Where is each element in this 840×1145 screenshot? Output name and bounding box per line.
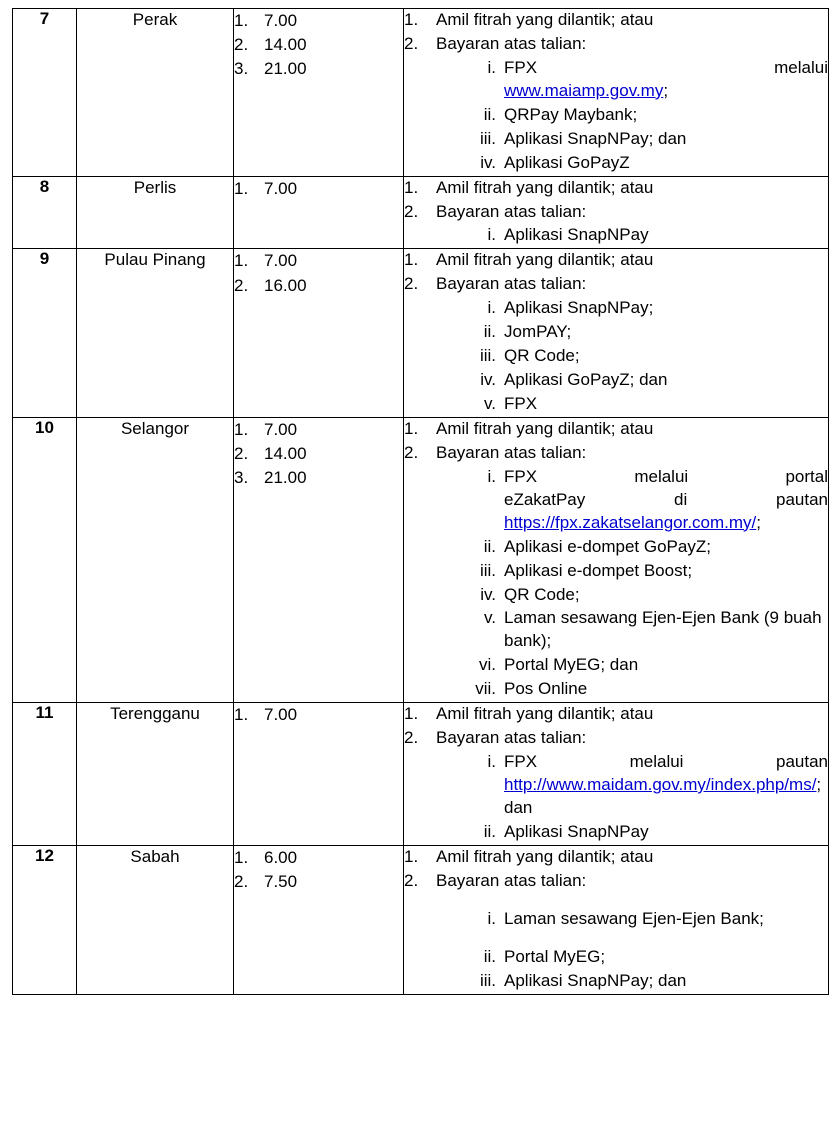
payment-subitem bbox=[464, 297, 828, 320]
payment-item bbox=[404, 442, 828, 701]
list-marker: ii. bbox=[483, 536, 496, 556]
payment-text: FPX bbox=[504, 57, 538, 77]
payment-subitem bbox=[464, 321, 828, 344]
row-state: Selangor bbox=[77, 417, 234, 702]
table-row bbox=[13, 703, 829, 846]
payment-subitem bbox=[464, 393, 828, 416]
row-rates bbox=[234, 176, 404, 249]
row-state: Perak bbox=[77, 9, 234, 177]
list-marker: i. bbox=[487, 466, 496, 486]
payment-item bbox=[404, 703, 828, 726]
rate-marker: 1. bbox=[234, 705, 249, 725]
list-marker: 2. bbox=[404, 201, 419, 221]
payment-subitem bbox=[464, 654, 828, 677]
payment-text: Bayaran atas talian: bbox=[436, 274, 587, 294]
payment-text: Aplikasi SnapNPay; bbox=[504, 298, 654, 318]
payment-subitem bbox=[464, 821, 828, 844]
row-number: 8 bbox=[13, 176, 77, 249]
payment-text: Laman sesawang Ejen-Ejen Bank (9 buah bank); bbox=[504, 608, 822, 651]
row-rates bbox=[234, 9, 404, 177]
payment-text: Bayaran atas talian: bbox=[436, 442, 587, 462]
row-number: 7 bbox=[13, 9, 77, 177]
payment-text: Bayaran atas talian: bbox=[436, 201, 587, 221]
payment-item bbox=[404, 418, 828, 441]
rate-marker: 3. bbox=[234, 59, 249, 79]
list-marker: 1. bbox=[404, 177, 419, 197]
row-payment-methods bbox=[404, 703, 829, 846]
payment-subitem bbox=[464, 908, 828, 931]
rate-item bbox=[234, 846, 403, 870]
list-marker: i. bbox=[487, 57, 496, 77]
payment-text: Amil fitrah yang dilantik; atau bbox=[436, 846, 654, 866]
row-rates bbox=[234, 249, 404, 418]
payment-text: Bayaran atas talian: bbox=[436, 33, 587, 53]
row-payment-methods bbox=[404, 417, 829, 702]
rate-value: 14.00 bbox=[264, 444, 307, 464]
payment-link[interactable]: www.maiamp.gov.my bbox=[504, 80, 664, 100]
payment-item bbox=[404, 33, 828, 175]
rate-item bbox=[234, 33, 403, 57]
payment-text: Aplikasi SnapNPay; dan bbox=[504, 128, 687, 148]
payment-subitem bbox=[464, 57, 828, 103]
rate-marker: 2. bbox=[234, 444, 249, 464]
payment-subitem bbox=[464, 970, 828, 993]
payment-text: Amil fitrah yang dilantik; atau bbox=[436, 177, 654, 197]
list-marker: i. bbox=[487, 752, 496, 772]
list-marker: v. bbox=[484, 394, 496, 413]
payment-subitem bbox=[464, 560, 828, 583]
payment-text: Portal MyEG; bbox=[504, 946, 606, 966]
payment-text: Laman sesawang Ejen-Ejen Bank; bbox=[504, 908, 764, 928]
list-marker: ii. bbox=[483, 104, 496, 124]
payment-subitem bbox=[464, 607, 828, 653]
row-state: Pulau Pinang bbox=[77, 249, 234, 418]
rate-item bbox=[234, 274, 403, 298]
payment-text: FPX bbox=[504, 394, 538, 413]
payment-text: Aplikasi SnapNPay bbox=[504, 821, 649, 841]
list-marker: v. bbox=[484, 608, 496, 628]
payment-text: eZakatPay bbox=[504, 489, 586, 509]
list-marker: i. bbox=[487, 298, 496, 318]
row-number: 10 bbox=[13, 417, 77, 702]
payment-item bbox=[404, 9, 828, 32]
rate-item bbox=[234, 442, 403, 466]
payment-text: QRPay Maybank; bbox=[504, 104, 638, 124]
list-marker: vi. bbox=[479, 655, 496, 675]
row-rates bbox=[234, 417, 404, 702]
payment-item bbox=[404, 846, 828, 869]
rate-value: 7.00 bbox=[264, 705, 298, 725]
rate-item bbox=[234, 249, 403, 273]
list-marker: iii. bbox=[479, 560, 496, 580]
payment-text: Aplikasi GoPayZ bbox=[504, 152, 630, 172]
rate-item bbox=[234, 177, 403, 201]
payment-subitem bbox=[464, 584, 828, 607]
row-state: Sabah bbox=[77, 845, 234, 994]
row-number: 11 bbox=[13, 703, 77, 846]
rate-marker: 1. bbox=[234, 847, 249, 867]
row-number: 12 bbox=[13, 845, 77, 994]
list-marker: vii. bbox=[475, 679, 496, 699]
list-marker: 1. bbox=[404, 418, 419, 438]
payment-subitem bbox=[464, 946, 828, 969]
list-marker: ii. bbox=[483, 946, 496, 966]
payment-item bbox=[404, 727, 828, 844]
list-marker: 2. bbox=[404, 728, 419, 748]
zakat-fitrah-table bbox=[12, 8, 829, 995]
payment-text: Amil fitrah yang dilantik; atau bbox=[436, 250, 654, 270]
payment-subitem bbox=[464, 536, 828, 559]
rate-marker: 1. bbox=[234, 11, 249, 30]
rate-marker: 2. bbox=[234, 275, 249, 295]
payment-text: FPX bbox=[504, 466, 538, 486]
list-marker: ii. bbox=[483, 821, 496, 841]
row-state: Perlis bbox=[77, 176, 234, 249]
row-payment-methods bbox=[404, 9, 829, 177]
payment-text: melalui bbox=[634, 466, 689, 486]
payment-subitem bbox=[464, 152, 828, 175]
rate-item bbox=[234, 9, 403, 33]
row-state: Terengganu bbox=[77, 703, 234, 846]
table-row bbox=[13, 9, 829, 177]
payment-text: di bbox=[674, 489, 688, 509]
payment-subitem bbox=[464, 104, 828, 127]
payment-text: melalui bbox=[774, 57, 828, 77]
list-marker: ii. bbox=[483, 322, 496, 342]
rate-value: 6.00 bbox=[264, 847, 298, 867]
payment-item bbox=[404, 273, 828, 416]
payment-text: Aplikasi SnapNPay bbox=[504, 225, 649, 245]
payment-text: pautan bbox=[776, 489, 828, 509]
rate-value: 7.50 bbox=[264, 871, 298, 891]
row-number: 9 bbox=[13, 249, 77, 418]
payment-subitem bbox=[464, 466, 828, 535]
row-payment-methods bbox=[404, 845, 829, 994]
payment-text: ; bbox=[756, 512, 762, 532]
row-rates bbox=[234, 703, 404, 846]
payment-text: melalui bbox=[629, 752, 684, 772]
rate-value: 21.00 bbox=[264, 59, 307, 79]
list-marker: 2. bbox=[404, 442, 419, 462]
rate-marker: 2. bbox=[234, 35, 249, 55]
rate-value: 7.00 bbox=[264, 178, 298, 198]
payment-text: FPX bbox=[504, 752, 538, 772]
payment-text: Aplikasi e-dompet GoPayZ; bbox=[504, 536, 711, 556]
table-row bbox=[13, 417, 829, 702]
payment-item bbox=[404, 177, 828, 200]
list-marker: iv. bbox=[480, 584, 496, 604]
row-payment-methods bbox=[404, 176, 829, 249]
payment-text: ; bbox=[663, 80, 669, 100]
rate-value: 7.00 bbox=[264, 11, 298, 30]
list-marker: 1. bbox=[404, 704, 419, 724]
list-marker: iv. bbox=[480, 370, 496, 390]
list-marker: iii. bbox=[479, 128, 496, 148]
payment-text: Bayaran atas talian: bbox=[436, 728, 587, 748]
payment-text: Amil fitrah yang dilantik; atau bbox=[436, 704, 654, 724]
payment-subitem bbox=[464, 224, 828, 247]
payment-text: Aplikasi SnapNPay; dan bbox=[504, 970, 687, 990]
payment-link[interactable]: http://www.maidam.gov.my/index.php/ms/ bbox=[504, 775, 817, 794]
list-marker: 2. bbox=[404, 33, 419, 53]
rate-marker: 2. bbox=[234, 871, 249, 891]
payment-text: pautan bbox=[775, 752, 828, 772]
payment-text: Portal MyEG; dan bbox=[504, 655, 639, 675]
rate-value: 16.00 bbox=[264, 275, 307, 295]
table-row bbox=[13, 176, 829, 249]
payment-text: QR Code; bbox=[504, 584, 580, 604]
rate-marker: 1. bbox=[234, 419, 249, 439]
rate-item bbox=[234, 466, 403, 490]
rate-item bbox=[234, 703, 403, 727]
rate-item bbox=[234, 418, 403, 442]
rate-value: 14.00 bbox=[264, 35, 307, 55]
rate-item bbox=[234, 870, 403, 894]
payment-text: Pos Online bbox=[504, 679, 588, 699]
list-marker: iii. bbox=[479, 970, 496, 990]
list-marker: 2. bbox=[404, 274, 419, 294]
rate-marker: 1. bbox=[234, 178, 249, 198]
list-marker: iv. bbox=[480, 152, 496, 172]
payment-text: Aplikasi GoPayZ; dan bbox=[504, 370, 668, 390]
payment-link[interactable]: https://fpx.zakatselangor.com.my/ bbox=[504, 512, 757, 532]
list-marker: 1. bbox=[404, 250, 419, 270]
payment-text: Aplikasi e-dompet Boost; bbox=[504, 560, 693, 580]
table-row bbox=[13, 249, 829, 418]
payment-subitem bbox=[464, 128, 828, 151]
payment-subitem bbox=[464, 678, 828, 701]
payment-subitem bbox=[464, 751, 828, 820]
rate-value: 7.00 bbox=[264, 419, 298, 439]
payment-text: portal bbox=[785, 466, 828, 486]
rate-marker: 3. bbox=[234, 468, 249, 488]
rate-marker: 1. bbox=[234, 251, 249, 271]
payment-text: Bayaran atas talian: bbox=[436, 870, 587, 890]
payment-item bbox=[404, 249, 828, 272]
payment-text: JomPAY; bbox=[504, 322, 572, 342]
list-marker: i. bbox=[487, 225, 496, 245]
payment-item bbox=[404, 870, 828, 993]
payment-item bbox=[404, 201, 828, 248]
list-marker: 1. bbox=[404, 846, 419, 866]
rate-value: 7.00 bbox=[264, 251, 298, 271]
spacer bbox=[464, 894, 828, 908]
rate-item bbox=[234, 57, 403, 81]
list-marker: iii. bbox=[479, 346, 496, 366]
row-payment-methods bbox=[404, 249, 829, 418]
payment-text: Amil fitrah yang dilantik; atau bbox=[436, 418, 654, 438]
table-row bbox=[13, 845, 829, 994]
spacer bbox=[464, 932, 828, 946]
list-marker: i. bbox=[487, 908, 496, 928]
payment-subitem bbox=[464, 369, 828, 392]
list-marker: 2. bbox=[404, 870, 419, 890]
row-rates bbox=[234, 845, 404, 994]
payment-text: QR Code; bbox=[504, 346, 580, 366]
list-marker: 1. bbox=[404, 10, 419, 29]
payment-subitem bbox=[464, 345, 828, 368]
payment-text: ; dan bbox=[504, 775, 822, 817]
payment-text: Amil fitrah yang dilantik; atau bbox=[436, 10, 654, 29]
rate-value: 21.00 bbox=[264, 468, 307, 488]
